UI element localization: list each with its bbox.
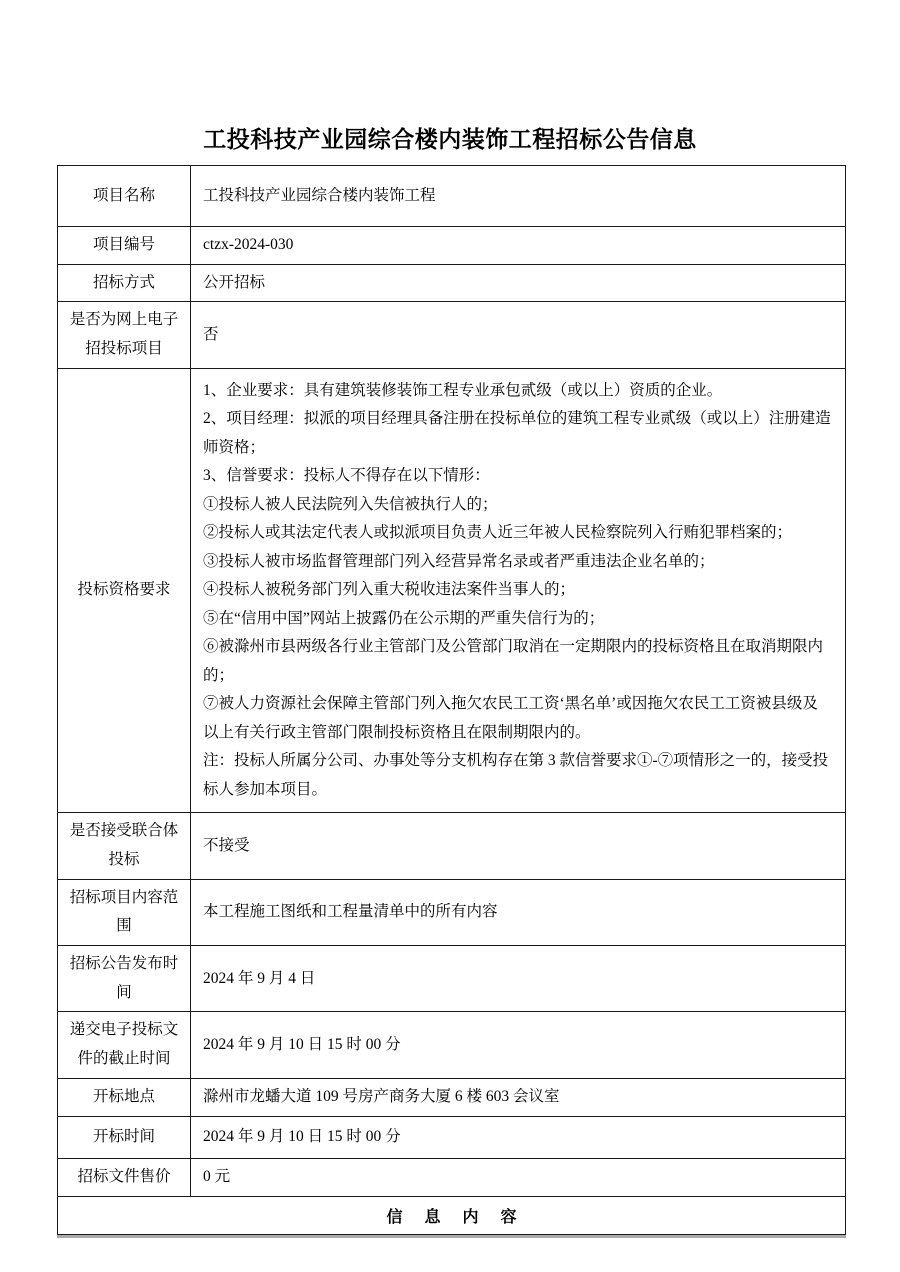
row-value: 滁州市龙蟠大道 109 号房产商务大厦 6 楼 603 会议室: [203, 1088, 560, 1106]
qualification-line: 2、项目经理：拟派的项目经理具备注册在投标单位的建筑工程专业贰级（或以上）注册建造师资格；: [203, 410, 831, 456]
qualification-line: ③投标人被市场监督管理部门列入经营异常名录或者严重违法企业名单的；: [203, 552, 715, 570]
row-label: 递交电子投标文件的截止时间: [58, 1012, 191, 1077]
row-value: 2024 年 9 月 4 日: [203, 969, 316, 987]
row-value: 否: [203, 326, 219, 344]
table-footer-information-content: 信 息 内 容: [58, 1196, 845, 1234]
row-value: 工投科技产业园综合楼内装饰工程: [203, 187, 436, 205]
row-label: 是否为网上电子招投标项目: [58, 302, 191, 367]
row-value: 不接受: [203, 836, 250, 854]
qualification-line: ⑤在“信用中国”网站上披露仍在公示期的严重失信行为的；: [203, 609, 605, 627]
qualification-line: ②投标人或其法定代表人或拟派项目负责人近三年被人民检察院列入行贿犯罪档案的；: [203, 524, 793, 542]
qualification-line: 3、信誉要求：投标人不得存在以下情形：: [203, 467, 490, 485]
table-row-opening-location: [58, 1078, 845, 1116]
qualification-line: 1、企业要求：具有建筑装修装饰工程专业承包贰级（或以上）资质的企业。: [203, 381, 723, 399]
row-value: 公开招标: [203, 274, 266, 292]
qualification-line: ⑥被滁州市县两级各行业主管部门及公管部门取消在一定期限内的投标资格且在取消期限内的；: [203, 638, 824, 684]
table-row-document-price: [58, 1158, 845, 1196]
table-row-project-scope: [58, 879, 845, 945]
row-label: 投标资格要求: [58, 369, 191, 813]
row-value: [191, 369, 845, 813]
table-row-consortium-bidding: [58, 812, 845, 878]
table-row-online-ebidding: [58, 301, 845, 367]
table-row-opening-time: [58, 1116, 845, 1158]
row-value: 2024 年 9 月 10 日 15 时 00 分: [203, 1035, 401, 1053]
qualification-line: ①投标人被人民法院列入失信被执行人的；: [203, 495, 498, 513]
row-label: 招标文件售价: [58, 1159, 191, 1196]
row-value: 0 元: [203, 1168, 231, 1186]
table-row-submission-deadline: [58, 1011, 845, 1077]
row-label: 招标方式: [58, 265, 191, 302]
row-label: 开标地点: [58, 1079, 191, 1116]
table-row-qualification-requirements: [58, 368, 845, 813]
row-label: 招标公告发布时间: [58, 946, 191, 1011]
page-title: 工投科技产业园综合楼内装饰工程招标公告信息: [203, 127, 697, 152]
row-value: 本工程施工图纸和工程量清单中的所有内容: [203, 903, 498, 921]
row-label: 项目编号: [58, 227, 191, 264]
qualification-line: 注：投标人所属分公司、办事处等分支机构存在第 3 款信誉要求①-⑦项情形之一的，接受投标人参加本项目。: [203, 752, 829, 798]
table-row-project-name: [58, 166, 845, 226]
row-label: 项目名称: [58, 166, 191, 226]
tender-info-table: [57, 165, 846, 1235]
row-label: 开标时间: [58, 1117, 191, 1158]
row-value: ctzx-2024-030: [203, 236, 294, 254]
qualification-line: ④投标人被税务部门列入重大税收违法案件当事人的；: [203, 581, 576, 599]
row-label: 是否接受联合体投标: [58, 813, 191, 878]
table-row-tender-method: [58, 264, 845, 302]
qualification-line: ⑦被人力资源社会保障主管部门列入拖欠农民工工资‘黑名单’或因拖欠农民工工资被县级及以上有关行政主管部门限制投标资格且在限制期限内的。: [203, 695, 818, 741]
table-row-project-number: [58, 226, 845, 264]
row-label: 招标项目内容范围: [58, 880, 191, 945]
table-row-announcement-date: [58, 945, 845, 1011]
row-value: 2024 年 9 月 10 日 15 时 00 分: [203, 1128, 401, 1146]
